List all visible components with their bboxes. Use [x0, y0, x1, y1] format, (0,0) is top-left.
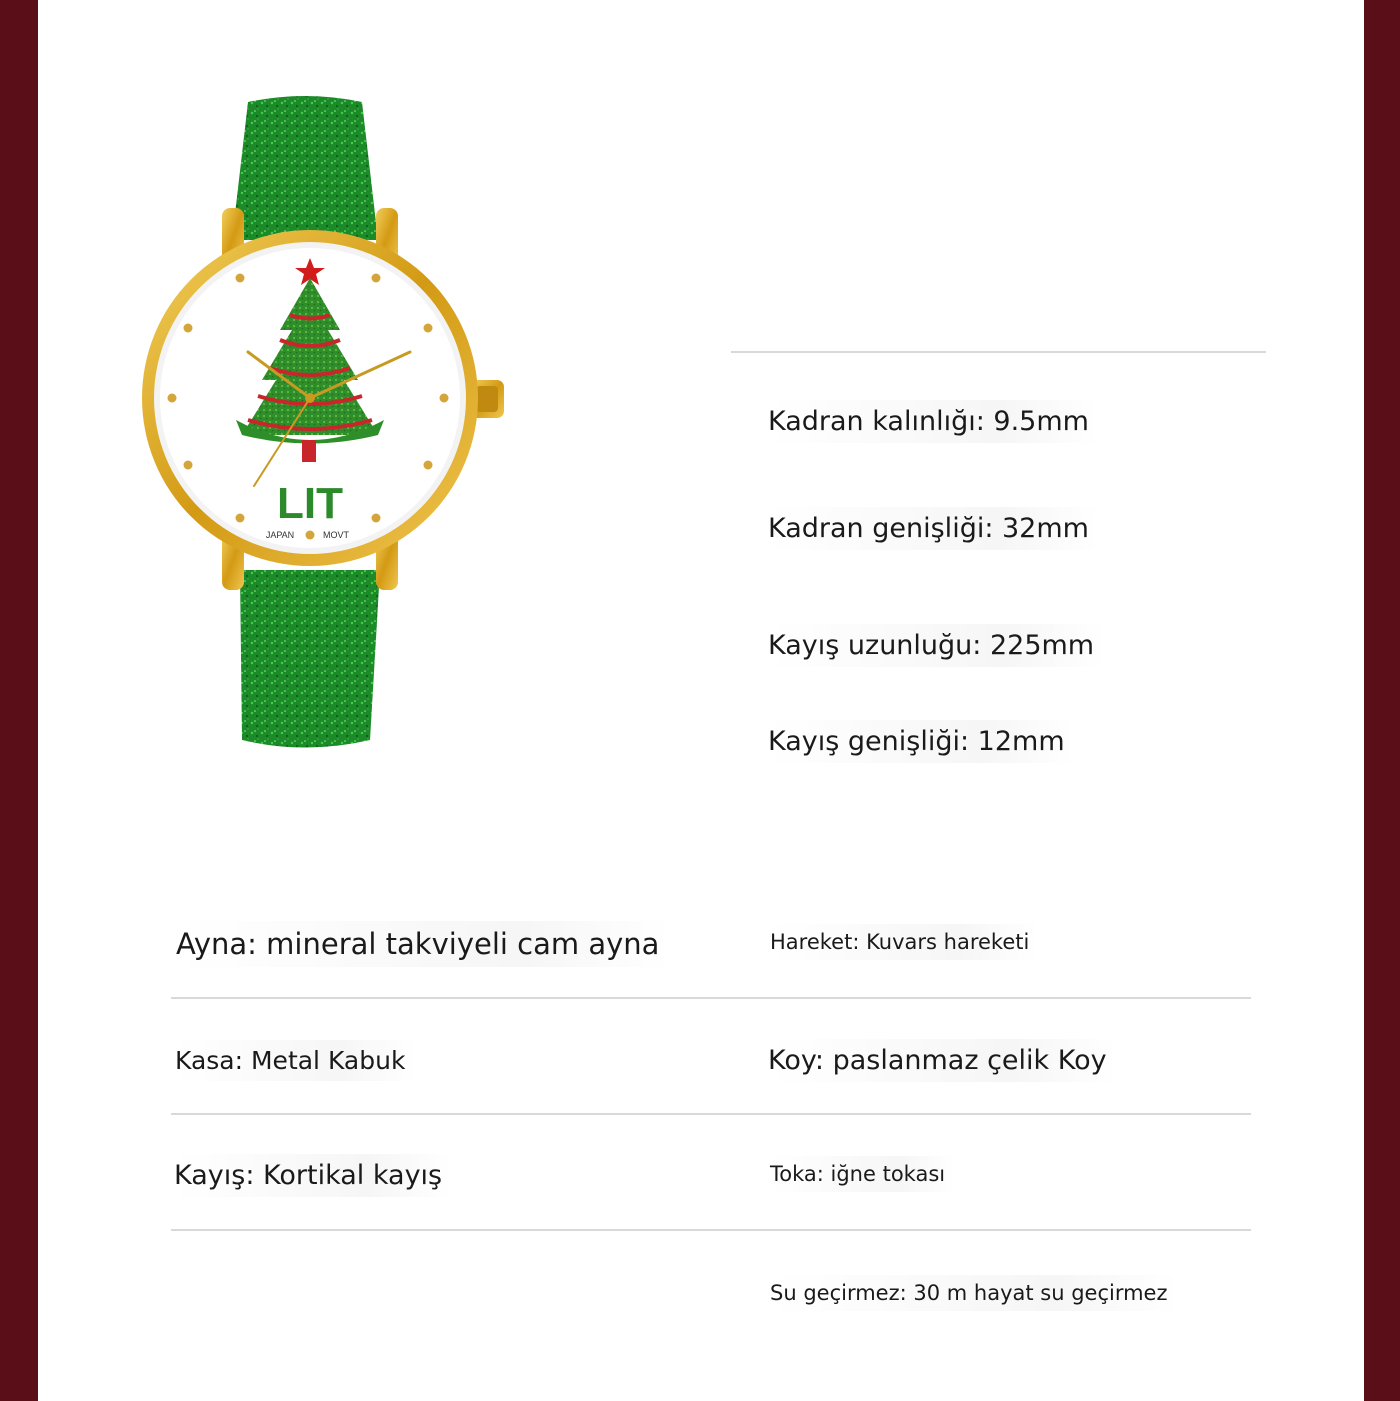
dial-brand: LIT	[277, 479, 343, 528]
feature-movement: Hareket: Kuvars hareketi	[770, 924, 1039, 960]
divider-top	[731, 351, 1266, 353]
dial-movt: MOVT	[323, 530, 349, 540]
feature-bottom: Koy: paslanmaz çelik Koy	[768, 1039, 1117, 1082]
strap-bottom	[240, 570, 380, 748]
divider-row1	[171, 997, 1251, 999]
feature-mirror: Ayna: mineral takviyeli cam ayna	[176, 921, 669, 967]
dial-japan: JAPAN	[265, 530, 295, 540]
divider-row2	[171, 1113, 1251, 1115]
strap-top	[232, 96, 378, 240]
spec-dial-width: Kadran genişliği: 32mm	[768, 507, 1099, 550]
divider-row3	[171, 1229, 1251, 1231]
spec-dial-thickness: Kadran kalınlığı: 9.5mm	[768, 400, 1099, 443]
frame-left-border	[0, 0, 38, 1401]
watch-image	[130, 90, 520, 760]
frame-right-border	[1364, 0, 1400, 1401]
feature-buckle: Toka: iğne tokası	[770, 1156, 955, 1192]
feature-case: Kasa: Metal Kabuk	[175, 1040, 415, 1081]
spec-strap-width: Kayış genişliği: 12mm	[768, 720, 1075, 763]
feature-strap: Kayış: Kortikal kayış	[174, 1154, 452, 1197]
feature-waterproof: Su geçirmez: 30 m hayat su geçirmez	[770, 1275, 1178, 1311]
spec-strap-length: Kayış uzunluğu: 225mm	[768, 624, 1104, 667]
